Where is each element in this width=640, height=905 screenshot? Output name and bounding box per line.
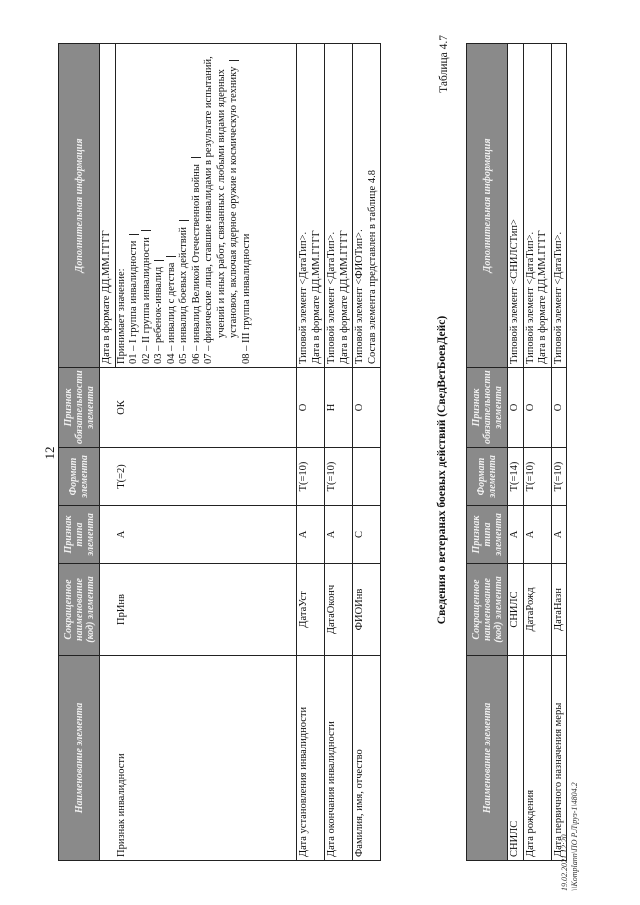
info-line: 07 – физические лица, ставшие инвалидами в результате испытаний, учений и иных работ, связанных с любыми видами ядерных установок, включая ядерное оружие и космическую технику <box>203 56 239 364</box>
col-header: Сокращенное наименование (код) элемента <box>467 564 508 656</box>
col-header: Сокращенное наименование (код) элемента <box>59 564 100 656</box>
edit-mark <box>166 256 176 257</box>
cell-code: ДатаОконч <box>325 564 353 656</box>
info-line: 02 – II группа инвалидности <box>140 237 152 364</box>
table-caption: Сведения о ветеранах боевых действий (СведВетБоевДейс) <box>436 315 448 625</box>
table-row <box>100 44 297 861</box>
cell-name: Дата первичного назначения меры <box>551 656 567 861</box>
info-line: Типовой элемент <ДатаТип>. <box>298 231 309 364</box>
cell-type: А <box>508 506 524 564</box>
footer-path: \\Komplann\ПО Р.Л\руз-1\4804.2 <box>570 782 579 891</box>
cell-format: T(=10) <box>551 448 567 506</box>
info-line: Дата в формате ДД.ММ.ГГГГ <box>338 230 350 364</box>
cell-code: СНИЛС <box>508 564 524 656</box>
table-header-row <box>467 44 508 861</box>
cell-format: T(=2) <box>100 448 297 506</box>
info-line: Принимает значение: <box>115 268 127 364</box>
cell-info <box>297 44 325 368</box>
cell-format: T(=10) <box>523 448 551 506</box>
table-row <box>551 44 567 861</box>
cell-required: О <box>353 368 381 448</box>
cell-code: ПрИнв <box>100 564 297 656</box>
cell-code: ДатаУст <box>297 564 325 656</box>
cell-code: ДатаНазн <box>551 564 567 656</box>
col-header: Признак типа элемента <box>467 506 508 564</box>
cell-name: Дата установления инвалидности <box>297 656 325 861</box>
col-header: Признак типа элемента <box>59 506 100 564</box>
cell-type: А <box>297 506 325 564</box>
cell-type: С <box>353 506 381 564</box>
cell-name: СНИЛС <box>508 656 524 861</box>
cell-name: Дата рождения <box>523 656 551 861</box>
table-row <box>523 44 551 861</box>
col-header: Формат элемента <box>59 448 100 506</box>
col-header: Дополнительная информация <box>467 44 508 368</box>
cell-name: Признак инвалидности <box>100 656 297 861</box>
cell-type: А <box>325 506 353 564</box>
cell-format: T(=14) <box>508 448 524 506</box>
cell-info <box>508 44 524 368</box>
cell-format: T(=10) <box>297 448 325 506</box>
col-header: Дополнительная информация <box>59 44 100 368</box>
edit-mark <box>191 157 201 158</box>
col-header: Признак обязательности элемента <box>467 368 508 448</box>
cell-code: ДатаРожд <box>523 564 551 656</box>
info-line: Типовой элемент <ДатаТип>. <box>524 231 536 364</box>
col-header: Признак обязательности элемента <box>59 368 100 448</box>
info-line: Состав элемента представлен в таблице 4.8 <box>366 170 378 364</box>
cell-type: А <box>523 506 551 564</box>
info-line: 03 – ребенок-инвалид <box>153 266 164 364</box>
cell-required: Н <box>325 368 353 448</box>
edit-mark <box>179 220 189 221</box>
cell-info <box>325 44 353 368</box>
info-line: Типовой элемент <ДатаТип>. <box>552 231 564 364</box>
cell-required: О <box>523 368 551 448</box>
cell-required: О <box>551 368 567 448</box>
cell-info <box>353 44 381 368</box>
info-line: 08 – III группа инвалидности <box>240 233 252 364</box>
edit-mark <box>154 260 164 261</box>
info-line: 06 – инвалид Великой Отечественной войны <box>190 164 202 364</box>
footer-timestamp: 19.02.2021 12:20 <box>560 834 569 891</box>
table-label: Таблица 4.7 <box>438 35 450 93</box>
cell-info <box>100 44 297 368</box>
table-row <box>353 44 381 861</box>
info-line: 01 – I группа инвалидности <box>128 240 139 364</box>
edit-mark <box>229 60 239 61</box>
info-line: Дата в формате ДД.ММ.ГГГГ <box>310 230 322 364</box>
table-row <box>297 44 325 861</box>
info-line: Типовой элемент <ФИОТип>. <box>354 229 365 364</box>
cell-format: T(=10) <box>325 448 353 506</box>
edit-mark <box>129 234 139 235</box>
table-row <box>325 44 353 861</box>
cell-info <box>551 44 567 368</box>
edit-mark <box>141 230 151 231</box>
info-line: 05 – инвалид боевых действий <box>178 227 189 364</box>
cell-info <box>523 44 551 368</box>
veterans-table <box>466 43 567 861</box>
info-line: Типовой элемент <ДатаТип>. <box>326 231 337 364</box>
disability-table <box>58 43 381 861</box>
cell-name: Фамилия, имя, отчество <box>353 656 381 861</box>
info-line: 04 – инвалид с детства <box>165 262 177 364</box>
table-header-row <box>59 44 100 861</box>
info-line: Дата в формате ДД.ММ.ГГГГ <box>537 230 548 364</box>
cell-type: А <box>551 506 567 564</box>
cell-required: ОК <box>100 368 297 448</box>
col-header: Формат элемента <box>467 448 508 506</box>
col-header: Наименование элемента <box>59 656 100 861</box>
cell-required: О <box>297 368 325 448</box>
cell-format <box>353 448 381 506</box>
cell-name: Дата окончания инвалидности <box>325 656 353 861</box>
info-line: Дата в формате ДД.ММ.ГГГГ <box>100 44 116 367</box>
info-line: Типовой элемент <СНИЛСТип> <box>509 219 520 364</box>
cell-code: ФИОИнв <box>353 564 381 656</box>
page-number: 12 <box>42 446 57 460</box>
print-footer <box>560 782 580 891</box>
col-header: Наименование элемента <box>467 656 508 861</box>
cell-required: О <box>508 368 524 448</box>
cell-type: А <box>100 506 297 564</box>
table-row <box>508 44 524 861</box>
